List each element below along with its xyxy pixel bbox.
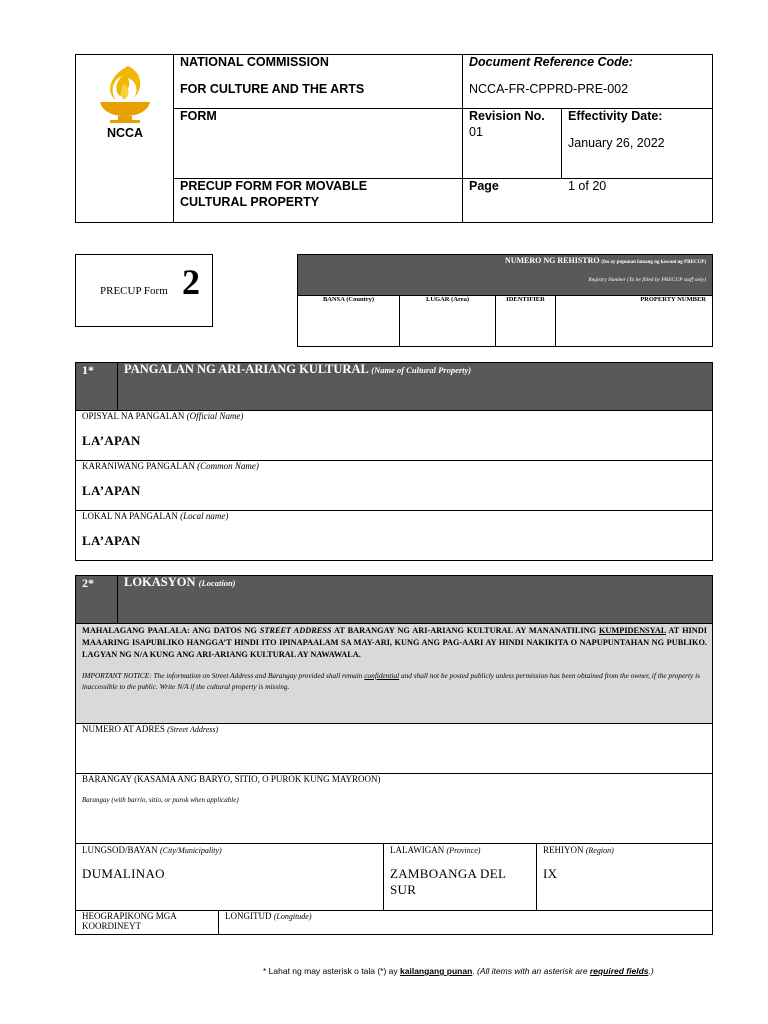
registry-subtitle: Registry Number (To be filled by PRECUP staff only) xyxy=(588,277,706,283)
registry-col-identifier: IDENTIFIER xyxy=(506,296,545,303)
page-value: 1 of 20 xyxy=(568,179,607,193)
registry-col-area: LUGAR (Area) xyxy=(425,296,470,303)
page-label: Page xyxy=(469,179,499,193)
city-label: LUNGSOD/BAYAN (City/Municipality) xyxy=(82,845,222,855)
barangay-label: BARANGAY (KASAMA ANG BARYO, SITIO, O PUROK KUNG MAYROON) xyxy=(82,774,381,784)
province-value[interactable]: ZAMBOANGA DEL SUR xyxy=(390,866,507,897)
common-name-label: KARANIWANG PANGALAN (Common Name) xyxy=(82,461,259,471)
barangay-input[interactable] xyxy=(76,808,712,842)
flame-icon xyxy=(90,62,160,124)
registry-header xyxy=(298,255,712,295)
registry-col-property-number: PROPERTY NUMBER xyxy=(640,296,706,303)
org-name-line2: FOR CULTURE AND THE ARTS xyxy=(180,82,365,96)
longitude-input[interactable] xyxy=(219,922,712,934)
org-name-line1: NATIONAL COMMISSION xyxy=(180,55,329,69)
local-name-value[interactable]: LA’APAN xyxy=(82,533,141,548)
precup-form-label: PRECUP Form xyxy=(100,285,168,297)
section-2-title-tl: LOKASYON xyxy=(124,575,196,589)
province-label: LALAWIGAN (Province) xyxy=(390,845,481,855)
official-name-value[interactable]: LA’APAN xyxy=(82,433,141,448)
registry-country-input[interactable] xyxy=(298,306,399,346)
revision-value: 01 xyxy=(469,125,483,139)
logo-text: NCCA xyxy=(106,126,144,140)
registry-col-country: BANSA (Country) xyxy=(322,296,375,303)
local-name-label: LOKAL NA PANGALAN (Local name) xyxy=(82,511,229,521)
section-1-title-tl: PANGALAN NG ARI-ARIANG KULTURAL xyxy=(124,362,369,376)
registry-identifier-input[interactable] xyxy=(496,306,555,346)
effectivity-label: Effectivity Date: xyxy=(568,109,663,123)
required-fields-note: * Lahat ng may asterisk o tala (*) ay kailangang punan. (All items with an asterisk are required fields.) xyxy=(263,966,654,976)
street-address-label: NUMERO AT ADRES (Street Address) xyxy=(82,724,219,734)
registry-title-note: (Ito ay pupunan lamang ng kawani ng PRECUP) xyxy=(601,260,706,265)
section-2-title xyxy=(124,575,236,590)
section-2-number: 2* xyxy=(82,576,94,590)
section-1-number: 1* xyxy=(82,363,94,377)
doc-ref-value: NCCA-FR-CPPRD-PRE-002 xyxy=(469,82,629,96)
ncca-logo xyxy=(90,62,160,142)
longitude-label: LONGITUD (Longitude) xyxy=(225,911,312,921)
notice-english: IMPORTANT NOTICE: The information on Street Address and Barangay provided shall remain confidential and shall not be posted publicly unless permission has been obtained from the owner, if the property is inaccessible to the public. Write N/A if the cultural property is missing. xyxy=(82,671,700,691)
notice-tagalog: MAHALAGANG PAALALA: ANG DATOS NG STREET ADDRESS AT BARANGAY NG ARI-ARIANG KULTURAL AY MANANATILING KUMPIDENSYAL AT HINDI MAAARING ISAPUBLIKO HANGGA’T HINDI ITO IPINAPAALAM SA MAY-ARI, KUNG ANG PAG-AARI AY HINDI NAKIKITA O NAPUPUNTAHAN NG PUBLIKO. LAGYAN NG N/A KUNG ANG ARI-ARIANG KULTURAL AY NAWAWALA. xyxy=(82,626,707,659)
doc-ref-label: Document Reference Code: xyxy=(469,55,633,69)
official-name-label: OPISYAL NA PANGALAN (Official Name) xyxy=(82,411,244,421)
revision-label: Revision No. xyxy=(469,109,545,123)
section-1-title xyxy=(124,362,471,377)
registry-property-number-input[interactable] xyxy=(556,306,712,346)
city-value[interactable]: DUMALINAO xyxy=(82,866,165,881)
section-1-title-en: (Name of Cultural Property) xyxy=(371,365,472,375)
form-title-line2: CULTURAL PROPERTY xyxy=(180,195,320,209)
section-2-title-en: (Location) xyxy=(198,578,236,588)
precup-form-number: 2 xyxy=(182,262,200,302)
effectivity-value: January 26, 2022 xyxy=(568,136,665,150)
confidentiality-notice xyxy=(76,624,712,723)
region-value[interactable]: IX xyxy=(543,866,558,881)
form-label: FORM xyxy=(180,109,217,123)
registry-area-input[interactable] xyxy=(400,306,495,346)
precup-form-box xyxy=(75,254,213,327)
form-title-line1: PRECUP FORM FOR MOVABLE xyxy=(180,179,368,193)
region-label: REHIYON (Region) xyxy=(543,845,614,855)
geo-coordinates-label: HEOGRAPIKONG MGA KOORDINEYT xyxy=(82,911,177,931)
street-address-input[interactable] xyxy=(76,736,712,772)
common-name-value[interactable]: LA’APAN xyxy=(82,483,141,498)
barangay-label-en: Barangay (with barrio, sitio, or purok when applicable) xyxy=(82,796,239,804)
registry-title: NUMERO NG REHISTRO xyxy=(504,256,600,265)
